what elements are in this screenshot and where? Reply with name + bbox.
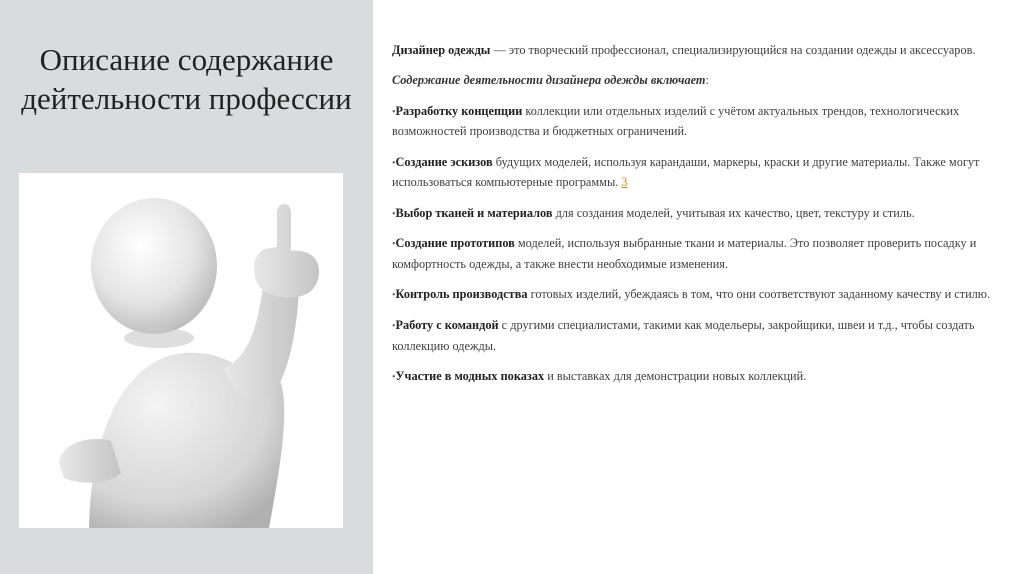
item-bold: Разработку концепции: [395, 103, 523, 118]
list-item: [392, 152, 992, 193]
bullet-icon: •: [392, 290, 396, 302]
intro-text: — это творческий профессионал, специализирующийся на создании одежды и аксессуаров.: [490, 43, 976, 57]
figure-image: [19, 173, 343, 528]
item-text: коллекции или отдельных изделий с учётом актуальных трендов, технологических возможностей производства и бюджетных ограничений.: [392, 103, 960, 139]
bullet-icon: •: [392, 157, 396, 169]
list-item: [392, 101, 992, 142]
content-text: [392, 40, 992, 397]
intro-term: Дизайнер одежды: [392, 43, 491, 57]
item-text: готовых изделий, убеждаясь в том, что они соответствуют заданному качеству и стилю.: [527, 287, 991, 302]
bullet-icon: •: [392, 239, 396, 251]
intro-paragraph: [392, 40, 982, 60]
bullet-icon: •: [392, 321, 396, 332]
item-bold: Создание эскизов: [395, 154, 493, 169]
slide-title: Описание содержание дейтельности профессии: [21, 42, 352, 117]
scope-label: Содержание деятельности дизайнера одежды включает: [392, 73, 706, 88]
item-text: с другими специалистами, такими как модельеры, закройщики, швеи и т.д., чтобы создать коллекцию одежды.: [392, 318, 975, 353]
item-bold: Выбор тканей и материалов: [395, 205, 553, 220]
item-bold: Работу с командой: [395, 318, 499, 332]
item-bold: Участие в модных показах: [395, 369, 545, 383]
item-bold: Контроль производства: [395, 287, 528, 302]
list-item: [392, 203, 992, 224]
list-item: [392, 315, 992, 356]
item-bold: Создание прототипов: [395, 236, 515, 251]
item-text: будущих моделей, используя карандаши, маркеры, краски и другие материалы. Также могут использоваться компьютерные программы.: [392, 154, 980, 190]
scope-colon: :: [705, 73, 709, 88]
pointing-person-illustration: [19, 173, 343, 528]
bullet-icon: •: [392, 208, 396, 220]
list-item: [392, 366, 992, 387]
item-text: и выставках для демонстрации новых коллекций.: [544, 369, 807, 383]
left-panel: [0, 0, 373, 574]
bullet-icon: •: [392, 372, 396, 383]
bullet-icon: •: [392, 106, 396, 118]
list-item: [392, 284, 992, 305]
reference-link[interactable]: 3: [621, 175, 628, 190]
scope-paragraph: [392, 70, 992, 90]
item-text: моделей, используя выбранные ткани и материалы. Это позволяет проверить посадку и комфортность одежды, а также внести необходимые изменения.: [392, 236, 977, 271]
list-item: [392, 233, 992, 274]
item-text: для создания моделей, учитывая их качество, цвет, текстуру и стиль.: [552, 205, 915, 220]
